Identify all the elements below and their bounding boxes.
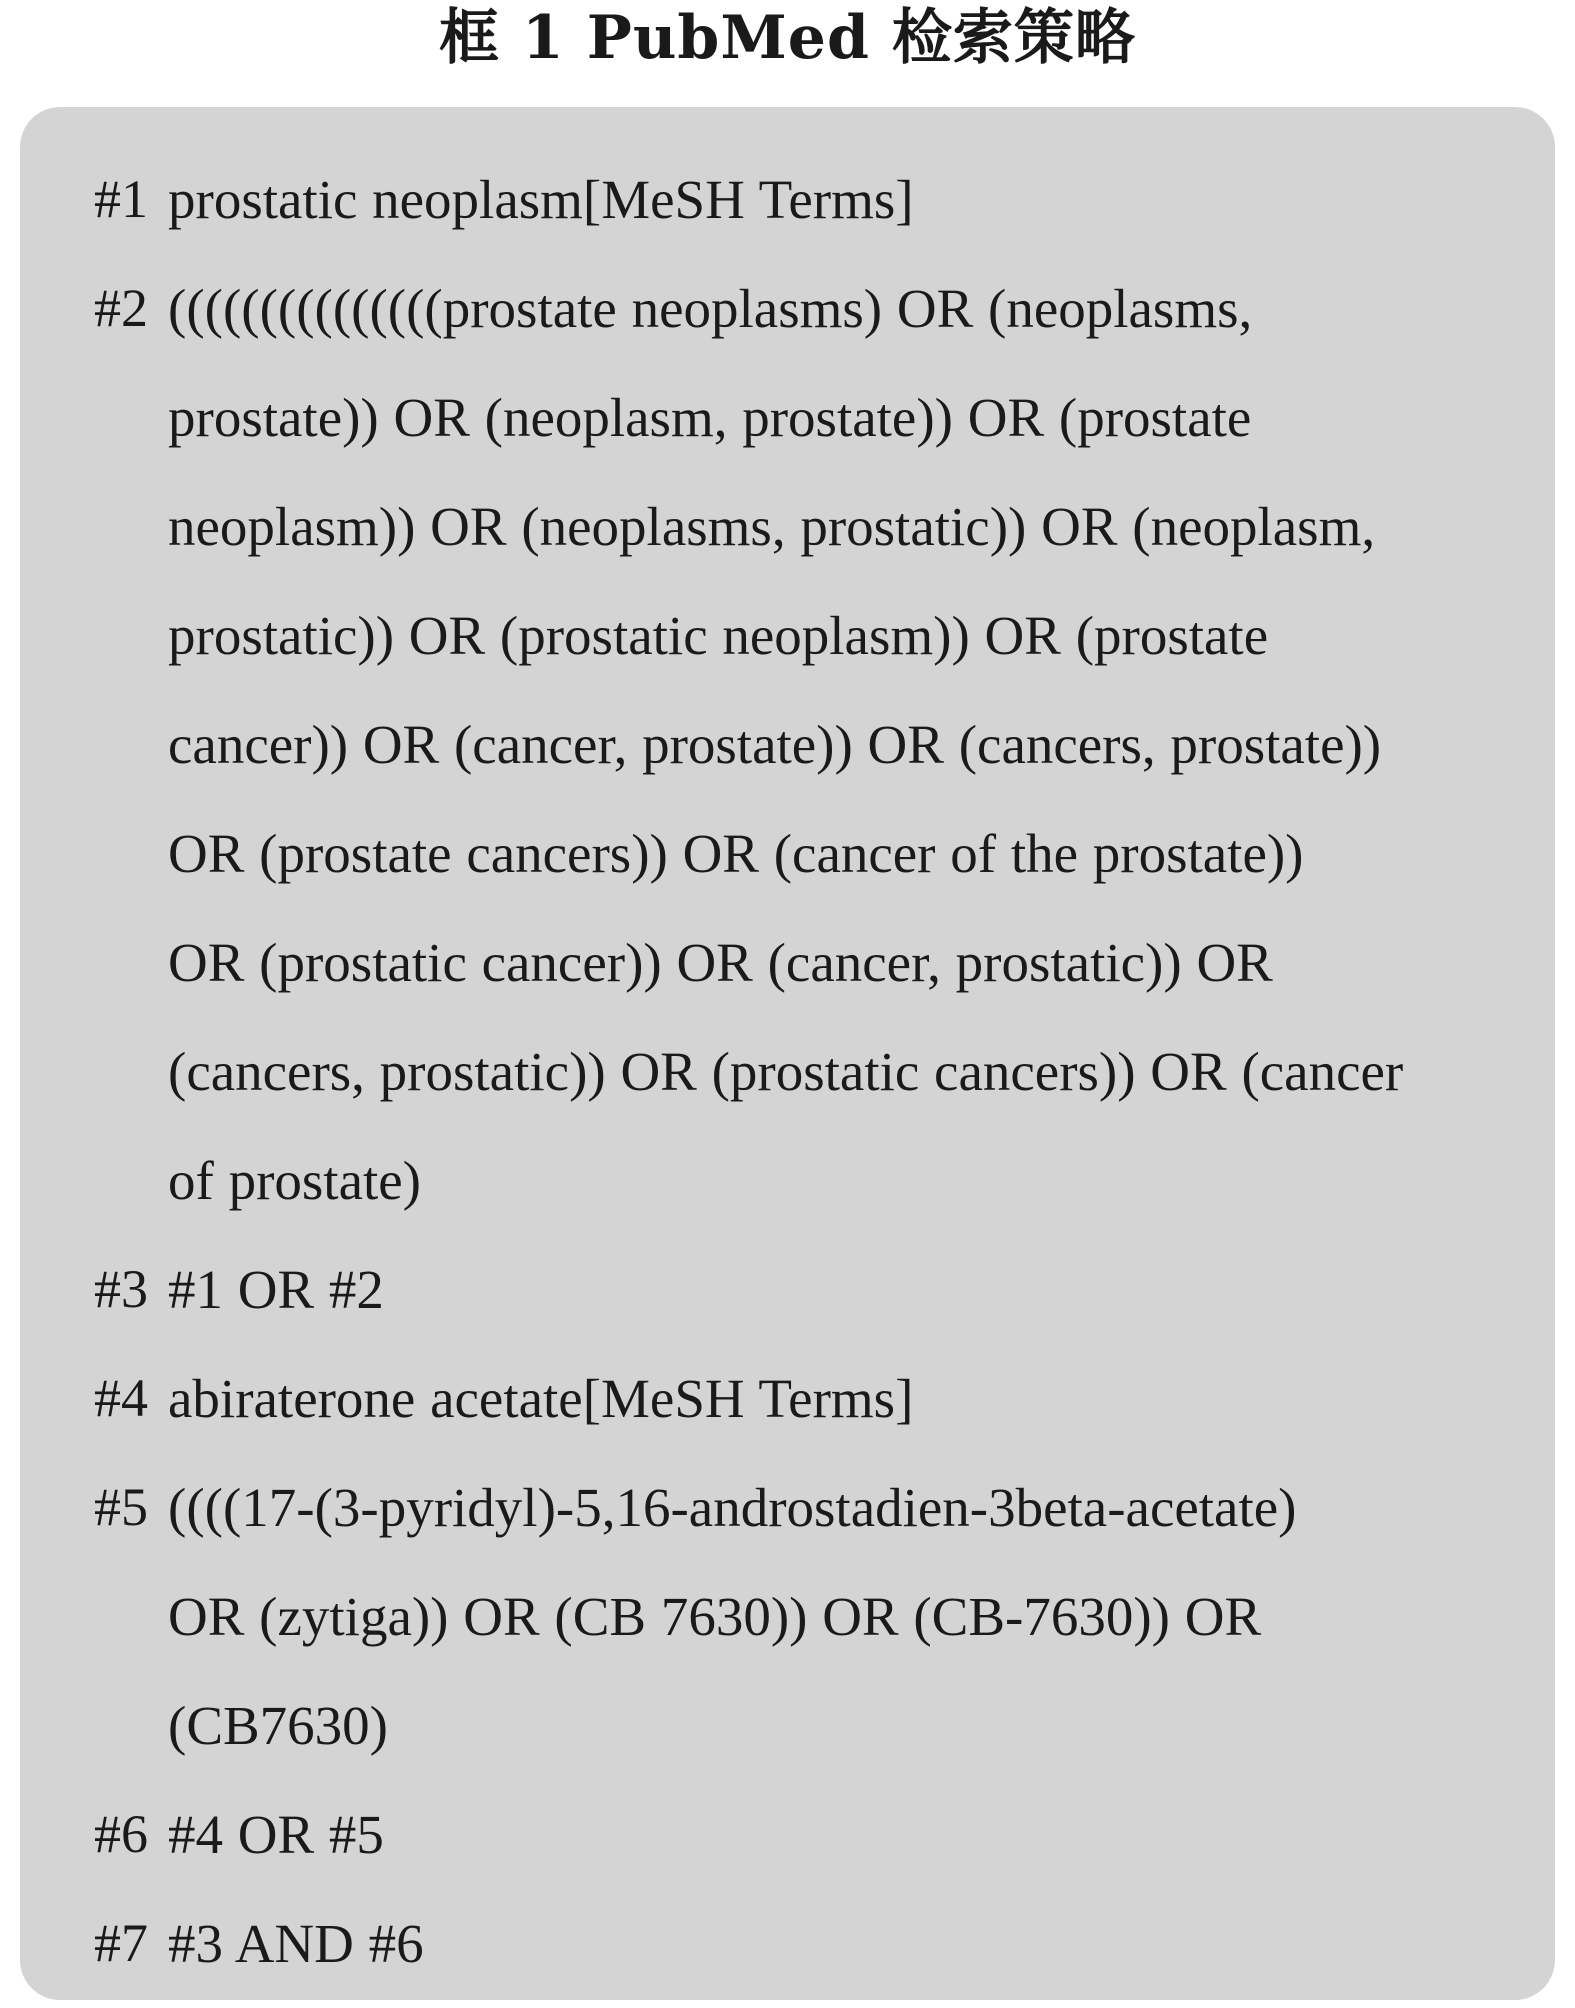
step-query (168, 1453, 1515, 1780)
step-query (168, 145, 1515, 254)
box-title: 框 1 PubMed 检索策略 (439, 3, 1136, 73)
step-query (168, 1235, 1515, 1344)
query-line: of prostate) (168, 1150, 421, 1211)
search-step-6 (20, 1780, 1515, 1889)
query-line: neoplasm)) OR (neoplasms, prostatic)) OR (neoplasm, (168, 496, 1376, 557)
search-step-3 (20, 1235, 1515, 1344)
query-line: prostatic neoplasm[MeSH Terms] (168, 169, 914, 230)
search-step-1 (20, 145, 1515, 254)
query-line: (CB7630) (168, 1695, 388, 1756)
query-line: #3 AND #6 (168, 1913, 424, 1974)
step-number: #7 (94, 1913, 148, 1973)
query-line: OR (prostatic cancer)) OR (cancer, prostatic)) OR (168, 932, 1273, 993)
search-step-7 (20, 1889, 1515, 1998)
step-query (168, 1780, 1515, 1889)
search-strategy-box (20, 107, 1555, 2000)
query-line: abiraterone acetate[MeSH Terms] (168, 1368, 914, 1429)
query-line: (cancers, prostatic)) OR (prostatic cancers)) OR (cancer (168, 1041, 1404, 1102)
query-line: OR (zytiga)) OR (CB 7630)) OR (CB-7630)) OR (168, 1586, 1262, 1647)
step-query (168, 1889, 1515, 1998)
step-number: #1 (94, 169, 148, 229)
search-step-4 (20, 1344, 1515, 1453)
query-line: #4 OR #5 (168, 1804, 384, 1865)
step-number: #6 (94, 1804, 148, 1864)
step-number: #3 (94, 1259, 148, 1319)
query-line: ((((17-(3-pyridyl)-5,16-androstadien-3beta-acetate) (168, 1477, 1297, 1538)
query-line: OR (prostate cancers)) OR (cancer of the prostate)) (168, 823, 1304, 884)
step-number: #2 (94, 278, 148, 338)
search-step-5 (20, 1453, 1515, 1780)
step-number: #5 (94, 1477, 148, 1537)
step-number: #4 (94, 1368, 148, 1428)
step-query (168, 1344, 1515, 1453)
query-line: (((((((((((((((prostate neoplasms) OR (neoplasms, (168, 278, 1253, 339)
query-line: prostate)) OR (neoplasm, prostate)) OR (prostate (168, 387, 1252, 448)
search-step-2 (20, 254, 1515, 1235)
query-line: cancer)) OR (cancer, prostate)) OR (cancers, prostate)) (168, 714, 1382, 775)
step-query (168, 254, 1515, 1235)
query-line: #1 OR #2 (168, 1259, 384, 1320)
query-line: prostatic)) OR (prostatic neoplasm)) OR (prostate (168, 605, 1269, 666)
